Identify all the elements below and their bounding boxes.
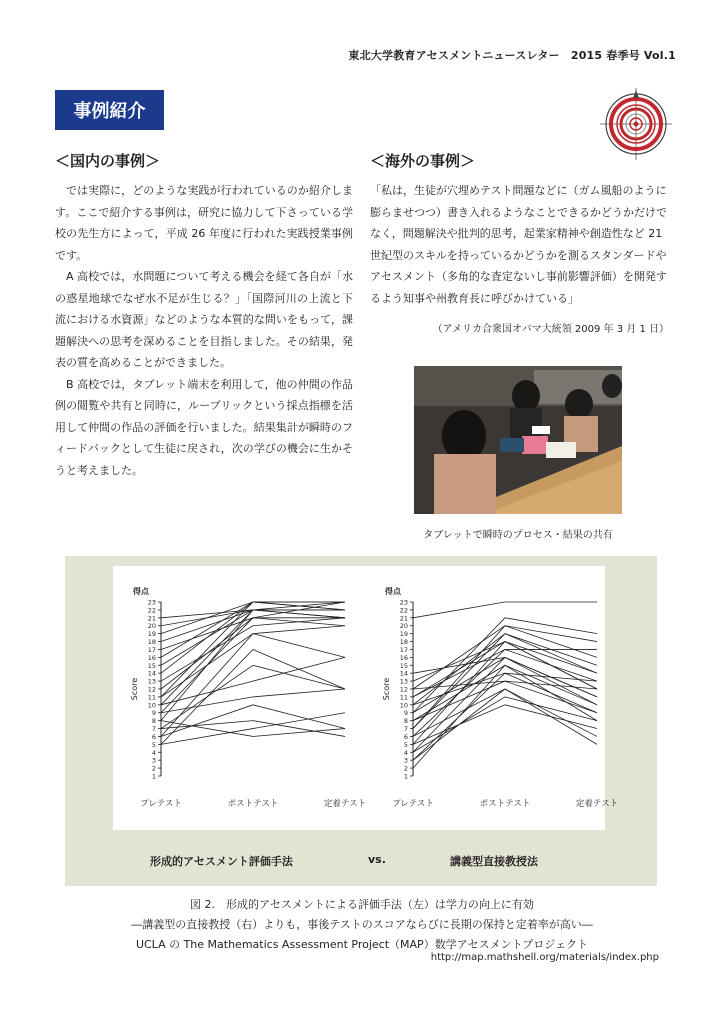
- y-tick-label: 15: [147, 661, 156, 670]
- y-tick-label: 13: [399, 677, 408, 686]
- newsletter-header: 東北大学教育アセスメントニュースレター 2015 春季号 Vol.1: [348, 49, 676, 62]
- left-method-label: 形成的アセスメント評価手法: [150, 855, 293, 868]
- student-score-line: [413, 602, 597, 618]
- y-tick-label: 10: [147, 701, 156, 710]
- figure-caption-line: ―講義型の直接教授（右）よりも，事後テストのスコアならびに長期の保持と定着率が高い―: [131, 918, 593, 931]
- y-tick-label: 12: [399, 685, 408, 694]
- figure-charts-area: [113, 566, 619, 830]
- y-tick-label: 3: [403, 756, 408, 765]
- quote-source: （アメリカ合衆国オバマ大統領 2009 年 3 月 1 日）: [432, 324, 669, 335]
- domestic-heading: ＜国内の事例＞: [55, 152, 161, 170]
- right-method-label: 講義型直接教授法: [450, 855, 538, 868]
- y-tick-label: 8: [151, 717, 156, 726]
- y-tick-label: 8: [403, 717, 408, 726]
- student-score-line: [161, 602, 345, 673]
- y-tick-label: 14: [147, 669, 156, 678]
- y-tick-label: 6: [151, 732, 156, 741]
- y-tick-label: 2: [403, 764, 408, 773]
- x-category-label: プレテスト: [392, 799, 434, 809]
- y-tick-label: 9: [151, 709, 156, 718]
- overseas-heading: ＜海外の事例＞: [370, 152, 476, 170]
- y-tick-label: 1: [151, 772, 156, 781]
- y-tick-label: 7: [151, 725, 156, 734]
- y-tick-label: 20: [399, 622, 408, 631]
- x-category-label: 定着テスト: [575, 799, 619, 809]
- chart-formative-assessment: [113, 566, 367, 830]
- y-tick-label: 4: [151, 748, 156, 757]
- y-tick-label: 23: [147, 598, 156, 607]
- y-tick-label: 21: [147, 614, 156, 623]
- y-tick-label: 7: [403, 725, 408, 734]
- figure-panel: [65, 556, 657, 886]
- y-tick-label: 9: [403, 709, 408, 718]
- y-tick-label: 21: [399, 614, 408, 623]
- y-axis-label: Score: [130, 677, 139, 701]
- y-axis-title: 得点: [385, 587, 401, 596]
- y-tick-label: 17: [147, 645, 156, 654]
- y-tick-label: 12: [147, 685, 156, 694]
- y-tick-label: 20: [147, 622, 156, 631]
- section-title: 事例紹介: [55, 90, 164, 130]
- figure-caption-line: UCLA の The Mathematics Assessment Project（MAP）数学アセスメントプロジェクト: [135, 938, 589, 951]
- domestic-paragraph: B 高校では，タブレット端末を利用して，他の仲間の作品例の閲覧や共有と同時に，ルーブリックという採点指標を活用して仲間の作品の評価を行いました。結果集計が瞬時のフィードバックとして生徒に戻され，次の学びの機会に生かそうと考えました。: [55, 377, 353, 477]
- photo-caption: タブレットで瞬時のプロセス・結果の共有: [423, 530, 613, 541]
- y-tick-label: 16: [399, 653, 408, 662]
- y-tick-label: 5: [403, 740, 408, 749]
- source-url: http://map.mathshell.org/materials/index.php: [430, 952, 659, 963]
- y-tick-label: 15: [399, 661, 408, 670]
- y-tick-label: 14: [399, 669, 408, 678]
- y-tick-label: 1: [403, 772, 408, 781]
- domestic-paragraph: A 高校では，水問題について考える機会を経て各自が「水の惑星地球でなぜ水不足が生じる？」「国際河川の上流と下流における水資源」などのような本質的な問いをもって，課題解決への思考を深めることを目指しました。その結果，発表の質を高めることができました。: [55, 270, 353, 369]
- y-tick-label: 22: [147, 606, 156, 615]
- y-tick-label: 11: [399, 693, 408, 702]
- domestic-paragraph: では実際に，どのような実践が行われているのか紹介します。ここで紹介する事例は，研究に協力して下さっている学校の先生方によって，平成 26 年度に行われた実践授業事例です。: [55, 184, 353, 262]
- y-tick-label: 6: [403, 732, 408, 741]
- x-category-label: ポストテスト: [479, 799, 531, 809]
- y-tick-label: 10: [399, 701, 408, 710]
- y-tick-label: 13: [147, 677, 156, 686]
- y-tick-label: 5: [151, 740, 156, 749]
- y-tick-label: 16: [147, 653, 156, 662]
- x-category-label: プレテスト: [140, 799, 182, 809]
- y-tick-label: 22: [399, 606, 408, 615]
- student-score-line: [161, 610, 345, 618]
- obama-quote: 「私は，生徒が穴埋めテスト問題などに（ガム風船のように膨らませつつ）書き入れるようなことできるかどうかだけでなく，問題解決や批判的思考，起業家精神や創造性など 21 世紀型のスキルを持っているかどうかを測るスタンダードやアセスメント（多角的な査定ないし事前影響評価）を開発するよう知事や州教育長に呼びかけている」: [370, 184, 667, 305]
- vs-label: vs.: [368, 853, 386, 866]
- student-score-line: [161, 713, 345, 745]
- student-score-line: [161, 626, 345, 697]
- y-axis-title: 得点: [133, 587, 149, 596]
- y-tick-label: 23: [399, 598, 408, 607]
- y-tick-label: 4: [403, 748, 408, 757]
- y-tick-label: 19: [399, 630, 408, 639]
- y-tick-label: 17: [399, 645, 408, 654]
- y-tick-label: 2: [151, 764, 156, 773]
- y-axis-label: Score: [382, 677, 391, 701]
- x-category-label: 定着テスト: [323, 799, 367, 809]
- classroom-photo: [414, 366, 622, 514]
- compass-logo-icon: [600, 88, 672, 160]
- y-tick-label: 18: [399, 638, 408, 647]
- y-tick-label: 18: [147, 638, 156, 647]
- y-tick-label: 3: [151, 756, 156, 765]
- y-tick-label: 19: [147, 630, 156, 639]
- chart-direct-instruction: [365, 566, 619, 830]
- y-tick-label: 11: [147, 693, 156, 702]
- domestic-body: [55, 180, 353, 481]
- x-category-label: ポストテスト: [227, 799, 279, 809]
- figure-caption-line: 図 2. 形成的アセスメントによる評価手法（左）は学力の向上に有効: [190, 898, 534, 911]
